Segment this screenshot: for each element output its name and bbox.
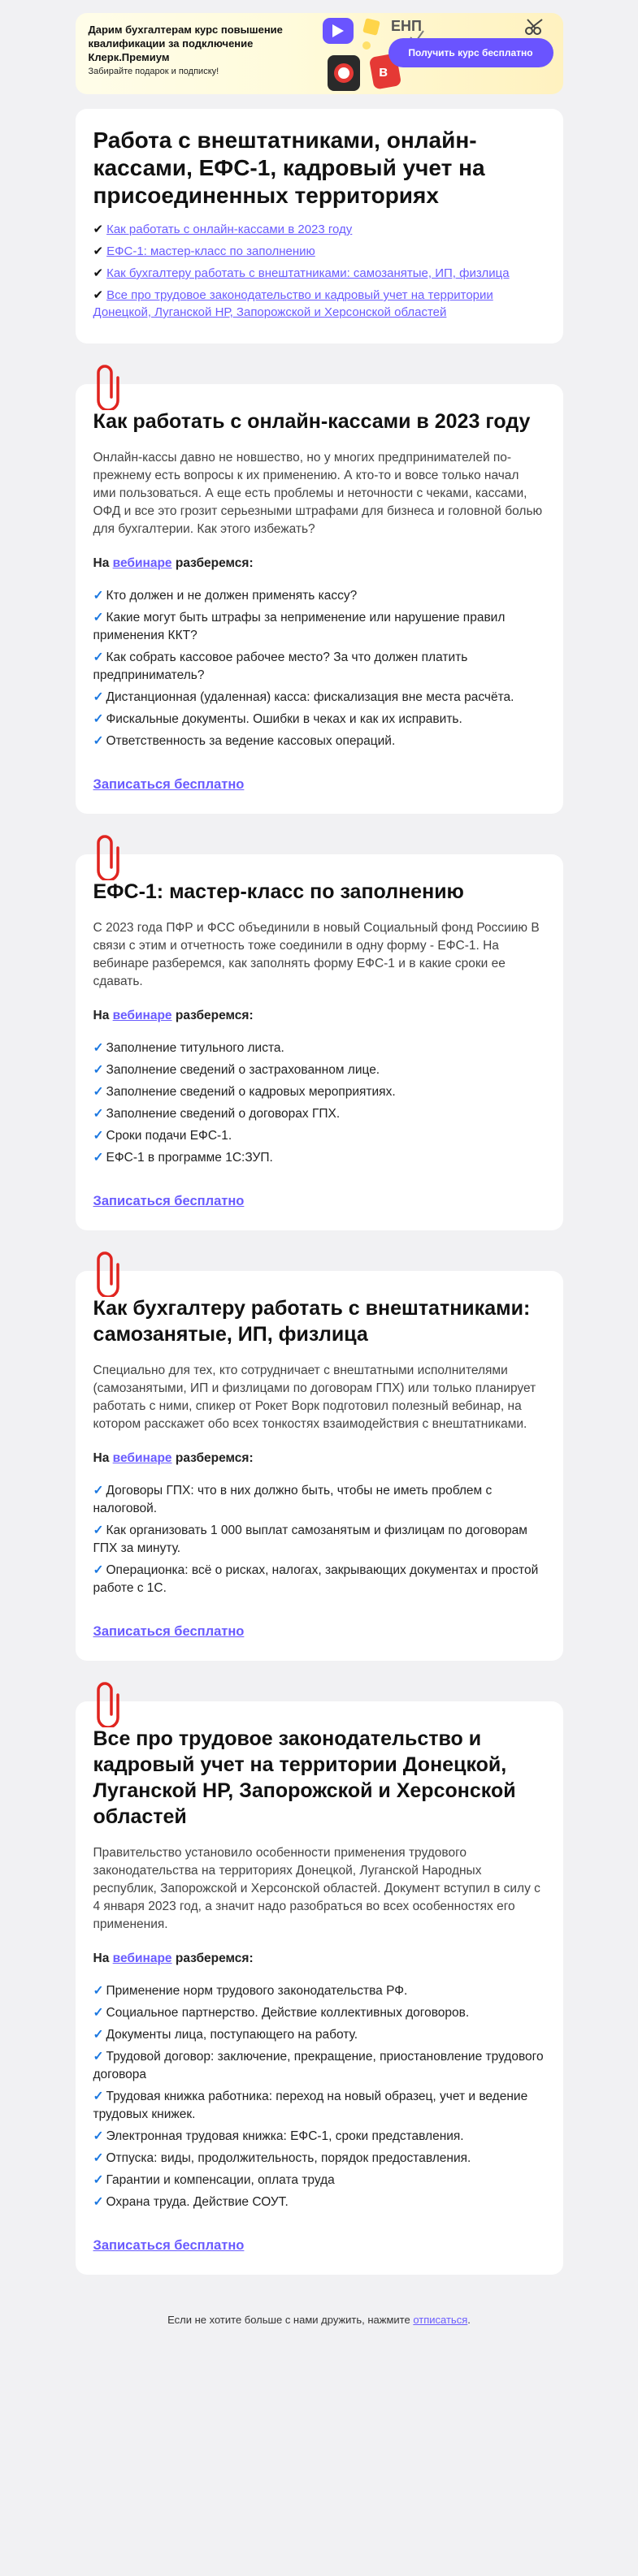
toc-link-efs1[interactable]: ЕФС-1: мастер-класс по заполнению [106, 244, 315, 258]
topics-list [93, 1982, 545, 2211]
register-free-link[interactable]: Записаться бесплатно [93, 2238, 245, 2253]
svg-text:в: в [378, 63, 388, 80]
section-card-efs1 [76, 854, 563, 1230]
list-item: ✓ Социальное партнерство. Действие коллективных договоров. [93, 2006, 470, 2020]
section-title: Все про трудовое законодательство и кадровый учет на территории Донецкой, Луганской НР, Запорожской и Херсонской областей [93, 1727, 516, 1828]
check-icon: ✔ [93, 266, 104, 280]
list-item: ✓ Как организовать 1 000 выплат самозанятым и физлицам по договорам ГПХ за минуту. [93, 1524, 527, 1555]
paperclip-icon [90, 832, 123, 880]
list-item: ✓ Как собрать кассовое рабочее место? За что должен платить предприниматель? [93, 650, 468, 682]
topics-list [93, 1039, 545, 1167]
webinar-intro: На вебинаре разберемся: [93, 1951, 254, 1965]
webinar-link[interactable]: вебинаре [112, 556, 172, 570]
checkmark-icon: ✓ [93, 2151, 104, 2165]
list-item: ✓ Заполнение сведений о договорах ГПХ. [93, 1107, 341, 1121]
list-item: ✓ Трудовой договор: заключение, прекращение, приостановление трудового договора [93, 2050, 544, 2081]
banner-title: Дарим бухгалтерам курс повышение квалификации за подключение Клерк.Премиум [88, 24, 283, 63]
checkmark-icon: ✓ [93, 1484, 104, 1498]
checkmark-icon: ✓ [93, 712, 104, 726]
page-title: Работа с внештатниками, онлайн-кассами, ЕФС-1, кадровый учет на присоединенных территориях [93, 128, 485, 208]
footer: Если не хотите больше с нами дружить, нажмите отписаться. [167, 2314, 471, 2326]
get-course-button[interactable]: Получить курс бесплатно [388, 38, 553, 67]
banner-deco-text: ЕНП [390, 18, 422, 34]
list-item: ✓ Договоры ГПХ: что в них должно быть, чтобы не иметь проблем с налоговой. [93, 1484, 493, 1515]
checkmark-icon: ✓ [93, 2129, 104, 2143]
list-item: ✓ Ответственность за ведение кассовых операций. [93, 734, 396, 748]
section-card-trudovoe [76, 1701, 563, 2275]
checkmark-icon: ✓ [93, 1984, 104, 1998]
toc-link-trudovoe[interactable]: Все про трудовое законодательство и кадровый учет на территории Донецкой, Луганской НР, Запорожской и Херсонской областей [93, 288, 493, 319]
section-lead: Специально для тех, кто сотрудничает с внештатными исполнителями (самозанятыми, ИП и физлицами по договорам ГПХ) или только планирует работать с ними, спикер от Рокет Ворк подготовил полезный вебинар, на котором расскажет обо всех тонкостях взаимодействия с внештатниками. [93, 1364, 536, 1431]
list-item: ✓ Охрана труда. Действие СОУТ. [93, 2195, 289, 2209]
register-free-link[interactable]: Записаться бесплатно [93, 777, 245, 792]
checkmark-icon: ✓ [93, 2006, 104, 2020]
email-body [76, 0, 563, 2326]
section-lead: С 2023 года ПФР и ФСС объединили в новый Социальный фонд Россиию В связи с этим и отчетность тоже соединили в одну форму - ЕФС-1. На вебинаре разберемся, как заполнять форму ЕФС-1 и в какие сроки ее сдавать. [93, 921, 540, 988]
section-lead: Правительство установило особенности применения трудового законодательства на территориях Донецкой, Луганской Народных республик, Запорожской и Херсонской областей. Документ вступил в силу с 4 января 2023 год, а значит надо разобраться во всех особенностях его применения. [93, 1846, 540, 1931]
toc-item [93, 265, 545, 282]
checkmark-icon: ✓ [93, 611, 104, 625]
list-item: ✓ Электронная трудовая книжка: ЕФС-1, сроки представления. [93, 2129, 464, 2143]
section-lead: Онлайн-кассы давно не новшество, но у многих предпринимателей по-прежнему есть вопросы к их применению. А кто-то и вовсе только начал ими пользоваться. А еще есть проблемы и неточности с чеками, кассами, ОФД и все это грозит серьезными штрафами для бизнеса и головной болью для бухгалтерии. Как этого избежать? [93, 451, 543, 536]
promo-banner[interactable] [76, 13, 563, 94]
paperclip-icon [90, 1248, 123, 1297]
checkmark-icon: ✓ [93, 2090, 104, 2103]
list-item: ✓ Какие могут быть штрафы за неприменение или нарушение правил применения ККТ? [93, 611, 506, 642]
topics-list [93, 1482, 545, 1597]
topics-list [93, 587, 545, 750]
list-item: ✓ Заполнение сведений о кадровых мероприятиях. [93, 1085, 396, 1099]
checkmark-icon: ✓ [93, 2195, 104, 2209]
section-title: Как работать с онлайн-кассами в 2023 году [93, 410, 531, 433]
checkmark-icon: ✓ [93, 1151, 104, 1165]
webinar-intro: На вебинаре разберемся: [93, 556, 254, 570]
checkmark-icon: ✓ [93, 1563, 104, 1577]
checkmark-icon: ✓ [93, 1107, 104, 1121]
checkmark-icon: ✓ [93, 1041, 104, 1055]
checkmark-icon: ✓ [93, 589, 104, 603]
paperclip-icon [90, 1679, 123, 1727]
checkmark-icon: ✓ [93, 1085, 104, 1099]
webinar-link[interactable]: вебинаре [112, 1451, 172, 1465]
list-item: ✓ Применение норм трудового законодательства РФ. [93, 1984, 408, 1998]
list-item: ✓ Трудовая книжка работника: переход на новый образец, учет и ведение трудовых книжек. [93, 2090, 528, 2121]
section-title: ЕФС-1: мастер-класс по заполнению [93, 880, 464, 903]
toc-item [93, 243, 545, 260]
list-item: ✓ Фискальные документы. Ошибки в чеках и как их исправить. [93, 712, 462, 726]
list-item: ✓ Операционка: всё о рисках, налогах, закрывающих документах и простой работе с 1С. [93, 1563, 539, 1595]
list-item: ✓ ЕФС-1 в программе 1С:ЗУП. [93, 1151, 273, 1165]
webinar-link[interactable]: вебинаре [112, 1951, 172, 1965]
list-item: ✓ Гарантии и компенсации, оплата труда [93, 2173, 335, 2187]
webinar-link[interactable]: вебинаре [112, 1009, 172, 1022]
list-item: ✓ Сроки подачи ЕФС-1. [93, 1129, 232, 1143]
section-title: Как бухгалтеру работать с внештатниками: самозанятые, ИП, физлица [93, 1297, 531, 1346]
toc-link-online-kassy[interactable]: Как работать с онлайн-кассами в 2023 году [106, 223, 353, 236]
check-icon: ✔ [93, 244, 104, 258]
checkmark-icon: ✓ [93, 1129, 104, 1143]
check-icon: ✔ [93, 288, 104, 302]
checkmark-icon: ✓ [93, 1524, 104, 1537]
scissors-icon [524, 18, 549, 36]
checkmark-icon: ✓ [93, 690, 104, 704]
unsubscribe-link[interactable]: отписаться [413, 2314, 468, 2326]
webinar-intro: На вебинаре разберемся: [93, 1009, 254, 1022]
check-icon: ✔ [93, 223, 104, 236]
toc-item [93, 221, 545, 238]
checkmark-icon: ✓ [93, 2173, 104, 2187]
register-free-link[interactable]: Записаться бесплатно [93, 1624, 245, 1639]
list-item: ✓ Кто должен и не должен применять кассу? [93, 589, 358, 603]
toc-link-vneshtatniki[interactable]: Как бухгалтеру работать с внештатниками: самозанятые, ИП, физлица [106, 266, 510, 280]
section-card-online-kassy [76, 384, 563, 814]
checkmark-icon: ✓ [93, 2050, 104, 2064]
register-free-link[interactable]: Записаться бесплатно [93, 1194, 245, 1208]
list-item: ✓ Отпуска: виды, продолжительность, порядок предоставления. [93, 2151, 471, 2165]
section-card-vneshtatniki [76, 1271, 563, 1661]
list-item: ✓ Дистанционная (удаленная) касса: фискализация вне места расчёта. [93, 690, 514, 704]
checkmark-icon: ✓ [93, 650, 104, 664]
webinar-intro: На вебинаре разберемся: [93, 1451, 254, 1465]
banner-subtitle: Забирайте подарок и подписку! [88, 67, 219, 76]
paperclip-icon [90, 361, 123, 410]
table-of-contents [93, 221, 545, 321]
list-item: ✓ Документы лица, поступающего на работу. [93, 2028, 358, 2042]
banner-text [89, 23, 332, 78]
checkmark-icon: ✓ [93, 734, 104, 748]
intro-card [76, 109, 563, 344]
list-item: ✓ Заполнение титульного листа. [93, 1041, 284, 1055]
checkmark-icon: ✓ [93, 2028, 104, 2042]
list-item: ✓ Заполнение сведений о застрахованном лице. [93, 1063, 380, 1077]
checkmark-icon: ✓ [93, 1063, 104, 1077]
footer-text: Если не хотите больше с нами дружить, нажмите [167, 2314, 414, 2326]
toc-item [93, 287, 545, 321]
